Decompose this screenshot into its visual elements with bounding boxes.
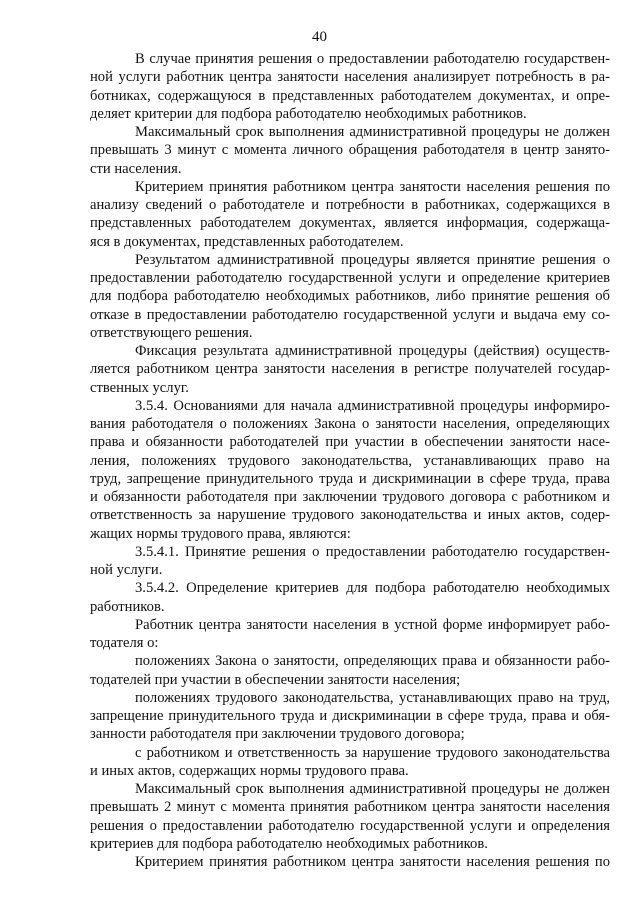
text-line: 3.5.4.2. Определение критериев для подбора работодателю необходимых — [135, 580, 610, 597]
text-line: Фиксация результата административной процедуры (действия) осуществ- — [135, 343, 610, 359]
text-line: ной услуги. — [90, 562, 163, 578]
text-line: 3.5.4.1. Принятие решения о предоставлении работодателю государствен- — [135, 543, 610, 560]
text-line: предоставлении работодателю государственной услуги и определение критериев — [90, 270, 610, 286]
text-line: ответствующего решения. — [90, 324, 253, 341]
text-line: отказе в предоставлении работодателю государственной услуги и выдача ему со- — [90, 306, 610, 323]
text-line: ответственность за нарушение трудового законодательства и иных актов, содер- — [90, 507, 610, 524]
text-line: представленных работодателем документах, является информация, содержаща- — [90, 215, 610, 232]
text-line: Результатом административной процедуры является принятие решения о — [135, 251, 610, 268]
text-line: Максимальный срок выполнения административной процедуры не должен — [135, 781, 610, 797]
text-line: тодателей при участии в обеспечении занятости населения; — [90, 671, 461, 688]
text-line: 3.5.4. Основаниями для начала административной процедуры информиро- — [135, 397, 610, 414]
text-line: и иных актов, содержащих нормы трудового права. — [90, 762, 409, 779]
text-line: права и обязанности работодателей при участии в обеспечении занятости насе- — [90, 434, 610, 451]
text-line: ляется работником центра занятости населения в регистре получателей государ- — [90, 361, 610, 378]
text-line: положениях трудового законодательства, устанавливающих право на труд, — [135, 689, 610, 706]
text-line: ления, положениях трудового законодательства, устанавливающих право на — [90, 452, 610, 469]
text-line: запрещение принудительного труда и дискриминации в сфере труда, права и обя- — [90, 708, 610, 724]
text-line: Работник центра занятости населения в устной форме информирует рабо- — [135, 616, 610, 633]
text-line: ной услуги работник центра занятости населения анализирует потребность в ра- — [90, 69, 610, 86]
page-number: 40 — [312, 29, 327, 45]
text-line: и обязанности работодателя при заключении трудового договора с работником и — [90, 489, 610, 505]
text-line: Максимальный срок выполнения административной процедуры не должен — [135, 124, 610, 140]
text-line: Критерием принятия работником центра занятости населения решения по — [135, 178, 610, 195]
text-line: ственных услуг. — [90, 379, 189, 396]
text-line: для подбора работодателю необходимых работников, либо принятие решения об — [90, 288, 610, 305]
text-line: анализу сведений о работодателе и потребности в работниках, содержащихся в — [90, 197, 610, 213]
text-line: Критерием принятия работником центра занятости населения решения по — [135, 854, 610, 870]
text-line: работников. — [90, 598, 165, 615]
text-line: сти населения. — [90, 160, 182, 177]
text-line: деляет критерии для подбора работодателю необходимых работников. — [90, 105, 527, 122]
document-body — [90, 50, 610, 871]
text-line: В случае принятия решения о предоставлении работодателю государствен- — [135, 51, 610, 67]
text-line: жащих нормы трудового права, являются: — [90, 525, 351, 542]
text-line: превышать 3 минут с момента личного обращения работодателя в центр занято- — [90, 142, 610, 159]
text-line: вания работодателя о положениях Закона о занятости населения, определяющих — [90, 416, 610, 432]
text-line: с работником и ответственность за нарушение трудового законодательства — [135, 744, 610, 761]
text-line: яся в документах, представленных работодателем. — [90, 233, 404, 250]
text-line: превышать 2 минут с момента принятия работником центра занятости населения — [90, 799, 610, 816]
text-line: критериев для подбора работодателю необходимых работников. — [90, 835, 488, 852]
text-line: занности работодателя при заключении трудового договора; — [90, 726, 465, 743]
text-line: тодателя о: — [90, 635, 159, 651]
text-line: решения о предоставлении работодателю государственной услуги и определения — [90, 817, 610, 834]
text-line: положениях Закона о занятости, определяющих права и обязанности рабо- — [135, 653, 610, 670]
text-line: труд, запрещение принудительного труда и дискриминации в сфере труда, права — [90, 470, 610, 487]
text-line: ботниках, содержащуюся в представленных работодателем документах, и опре- — [90, 87, 610, 104]
